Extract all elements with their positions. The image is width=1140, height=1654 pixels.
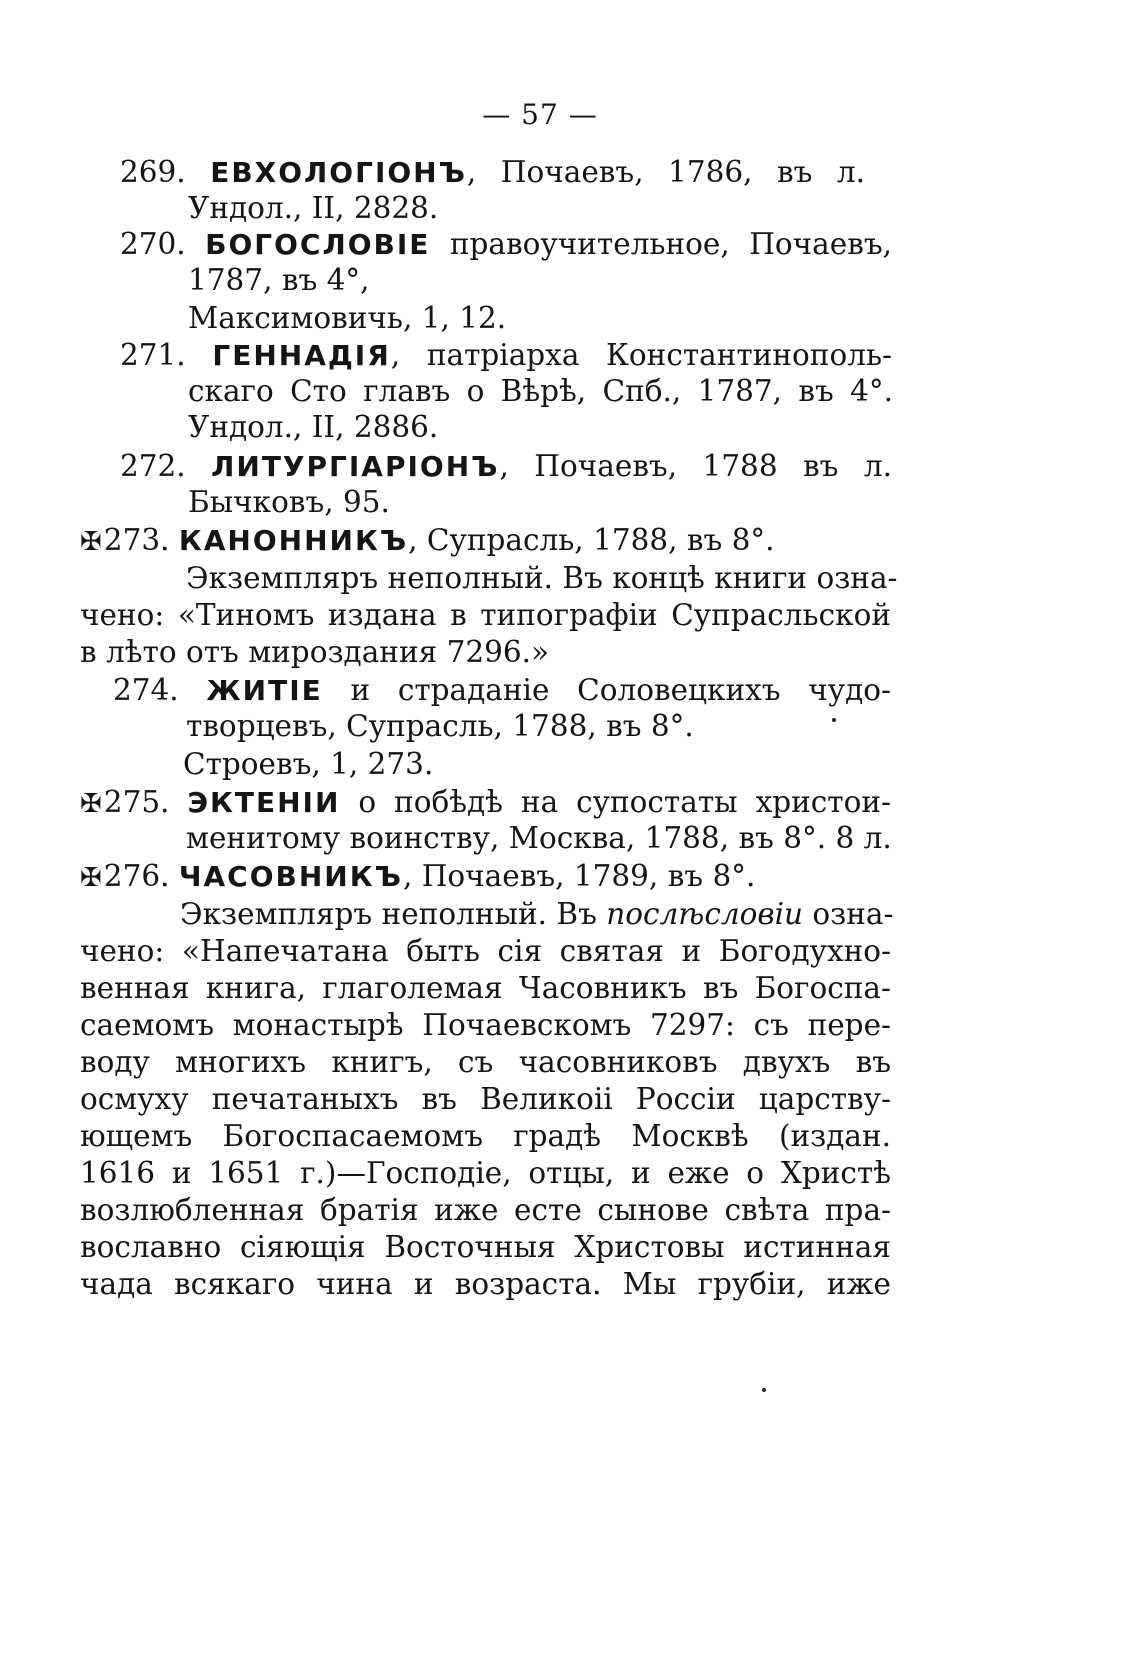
entry-number: 275. [103, 785, 170, 819]
entry-note-line: возлюбленная братія иже есте сынове свѣта пра- [80, 1193, 891, 1227]
entry-title: КАНОННИКЪ [178, 524, 409, 557]
entry-note-line [180, 894, 894, 934]
entry-note-line: ющемъ Богоспасаемомъ градѣ Москвѣ (издан. [80, 1119, 891, 1153]
entry-text-cont: менитому воинству, Москва, 1788, въ 8°. 8 л. [186, 821, 892, 855]
entry-title: ЕВХОЛОГІОНЪ [210, 156, 467, 189]
entry-text: правоучительное, Почаевъ, [449, 227, 892, 261]
entry-text: , Почаевъ, 1786, въ л. [466, 155, 865, 189]
note-text: озна- [812, 897, 894, 931]
entry-title: ГЕННАДІЯ [212, 339, 391, 372]
entry-title: ЭКТЕНІИ [187, 786, 341, 819]
cross-icon: ✠ [80, 789, 102, 819]
entry-reference: Строевъ, 1, 273. [183, 747, 434, 781]
entry-number: 272. [120, 449, 186, 483]
entry-note-line: в лѣто отъ мироздания 7296.» [80, 635, 550, 669]
entry-note-line: 1616 и 1651 г.)—Господіе, отцы, и еже о Христѣ [80, 1156, 891, 1190]
entry-number: 269. [120, 155, 186, 189]
entry-270 [120, 224, 892, 265]
entry-271 [120, 335, 892, 376]
entry-273 [80, 520, 775, 562]
entry-reference: Ундол., II, 2828. [188, 191, 439, 225]
entry-text: , Почаевъ, 1789, въ 8°. [402, 859, 756, 893]
entry-note-line: чено: «Тиномъ издана в типографіи Супрасльской [80, 598, 891, 632]
entry-reference: Максимовичь, 1, 12. [188, 301, 507, 335]
entry-note-line: воду многихъ книгъ, съ часовниковъ двухъ въ [80, 1045, 891, 1079]
entry-note-line: чада всякаго чина и возраста. Мы грубіи, иже [80, 1267, 891, 1301]
entry-269 [120, 152, 865, 193]
entry-title: БОГОСЛОВІЕ [205, 228, 431, 261]
entry-number: 273. [103, 523, 170, 557]
entry-note-line: Экземпляръ неполный. Въ концѣ книги озна- [186, 561, 898, 595]
entry-note-line: вославно сіяющія Восточныя Христовы истинная [80, 1230, 891, 1264]
entry-text-cont: скаго Сто главъ о Вѣрѣ, Спб., 1787, въ 4°. [188, 374, 893, 408]
page-number: — 57 — [482, 98, 598, 131]
entry-reference: Ундол., II, 2886. [188, 410, 439, 444]
print-speck [832, 718, 836, 722]
entry-text: , Почаевъ, 1788 въ л. [499, 449, 892, 483]
entry-note-line: осмуху печатаныхъ въ Великоii Россіи царству- [80, 1082, 891, 1116]
cross-icon: ✠ [80, 527, 102, 557]
entry-number: 276. [103, 859, 170, 893]
entry-title: ЖИТІЕ [206, 674, 323, 707]
entry-title: ЧАСОВНИКЪ [178, 860, 403, 893]
entry-text-cont: творцевъ, Супрасль, 1788, въ 8°. [186, 709, 694, 743]
cross-icon: ✠ [80, 863, 102, 893]
entry-274 [113, 670, 891, 711]
entry-reference: Бычковъ, 95. [188, 485, 390, 519]
entry-note-line: саемомъ монастырѣ Почаевскомъ 7297: съ пере- [80, 1008, 891, 1042]
entry-title: ЛИТУРГІАРІОНЪ [211, 450, 500, 483]
entry-272 [120, 446, 892, 487]
entry-number: 274. [113, 673, 179, 707]
entry-text: , патріарха Константинополь- [390, 338, 892, 372]
entry-text: и страданіе Соловецкихъ чудо- [350, 673, 891, 707]
entry-text: , Супрасль, 1788, въ 8°. [408, 523, 775, 557]
entry-number: 270. [120, 227, 186, 261]
entry-number: 271. [120, 338, 186, 372]
entry-276 [80, 856, 755, 898]
entry-note-line: венная книга, глаголемая Часовникъ въ Богоспа- [80, 971, 891, 1005]
entry-text-cont: 1787, въ 4°, [188, 263, 370, 297]
note-text: Экземпляръ неполный. Въ [180, 897, 597, 931]
entry-text: о побѣдѣ на супостаты христои- [358, 785, 891, 819]
print-speck [762, 1388, 766, 1392]
entry-note-line: чено: «Напечатана быть сія святая и Богодухно- [80, 934, 891, 968]
note-italic: послѣсловіи [606, 897, 803, 931]
